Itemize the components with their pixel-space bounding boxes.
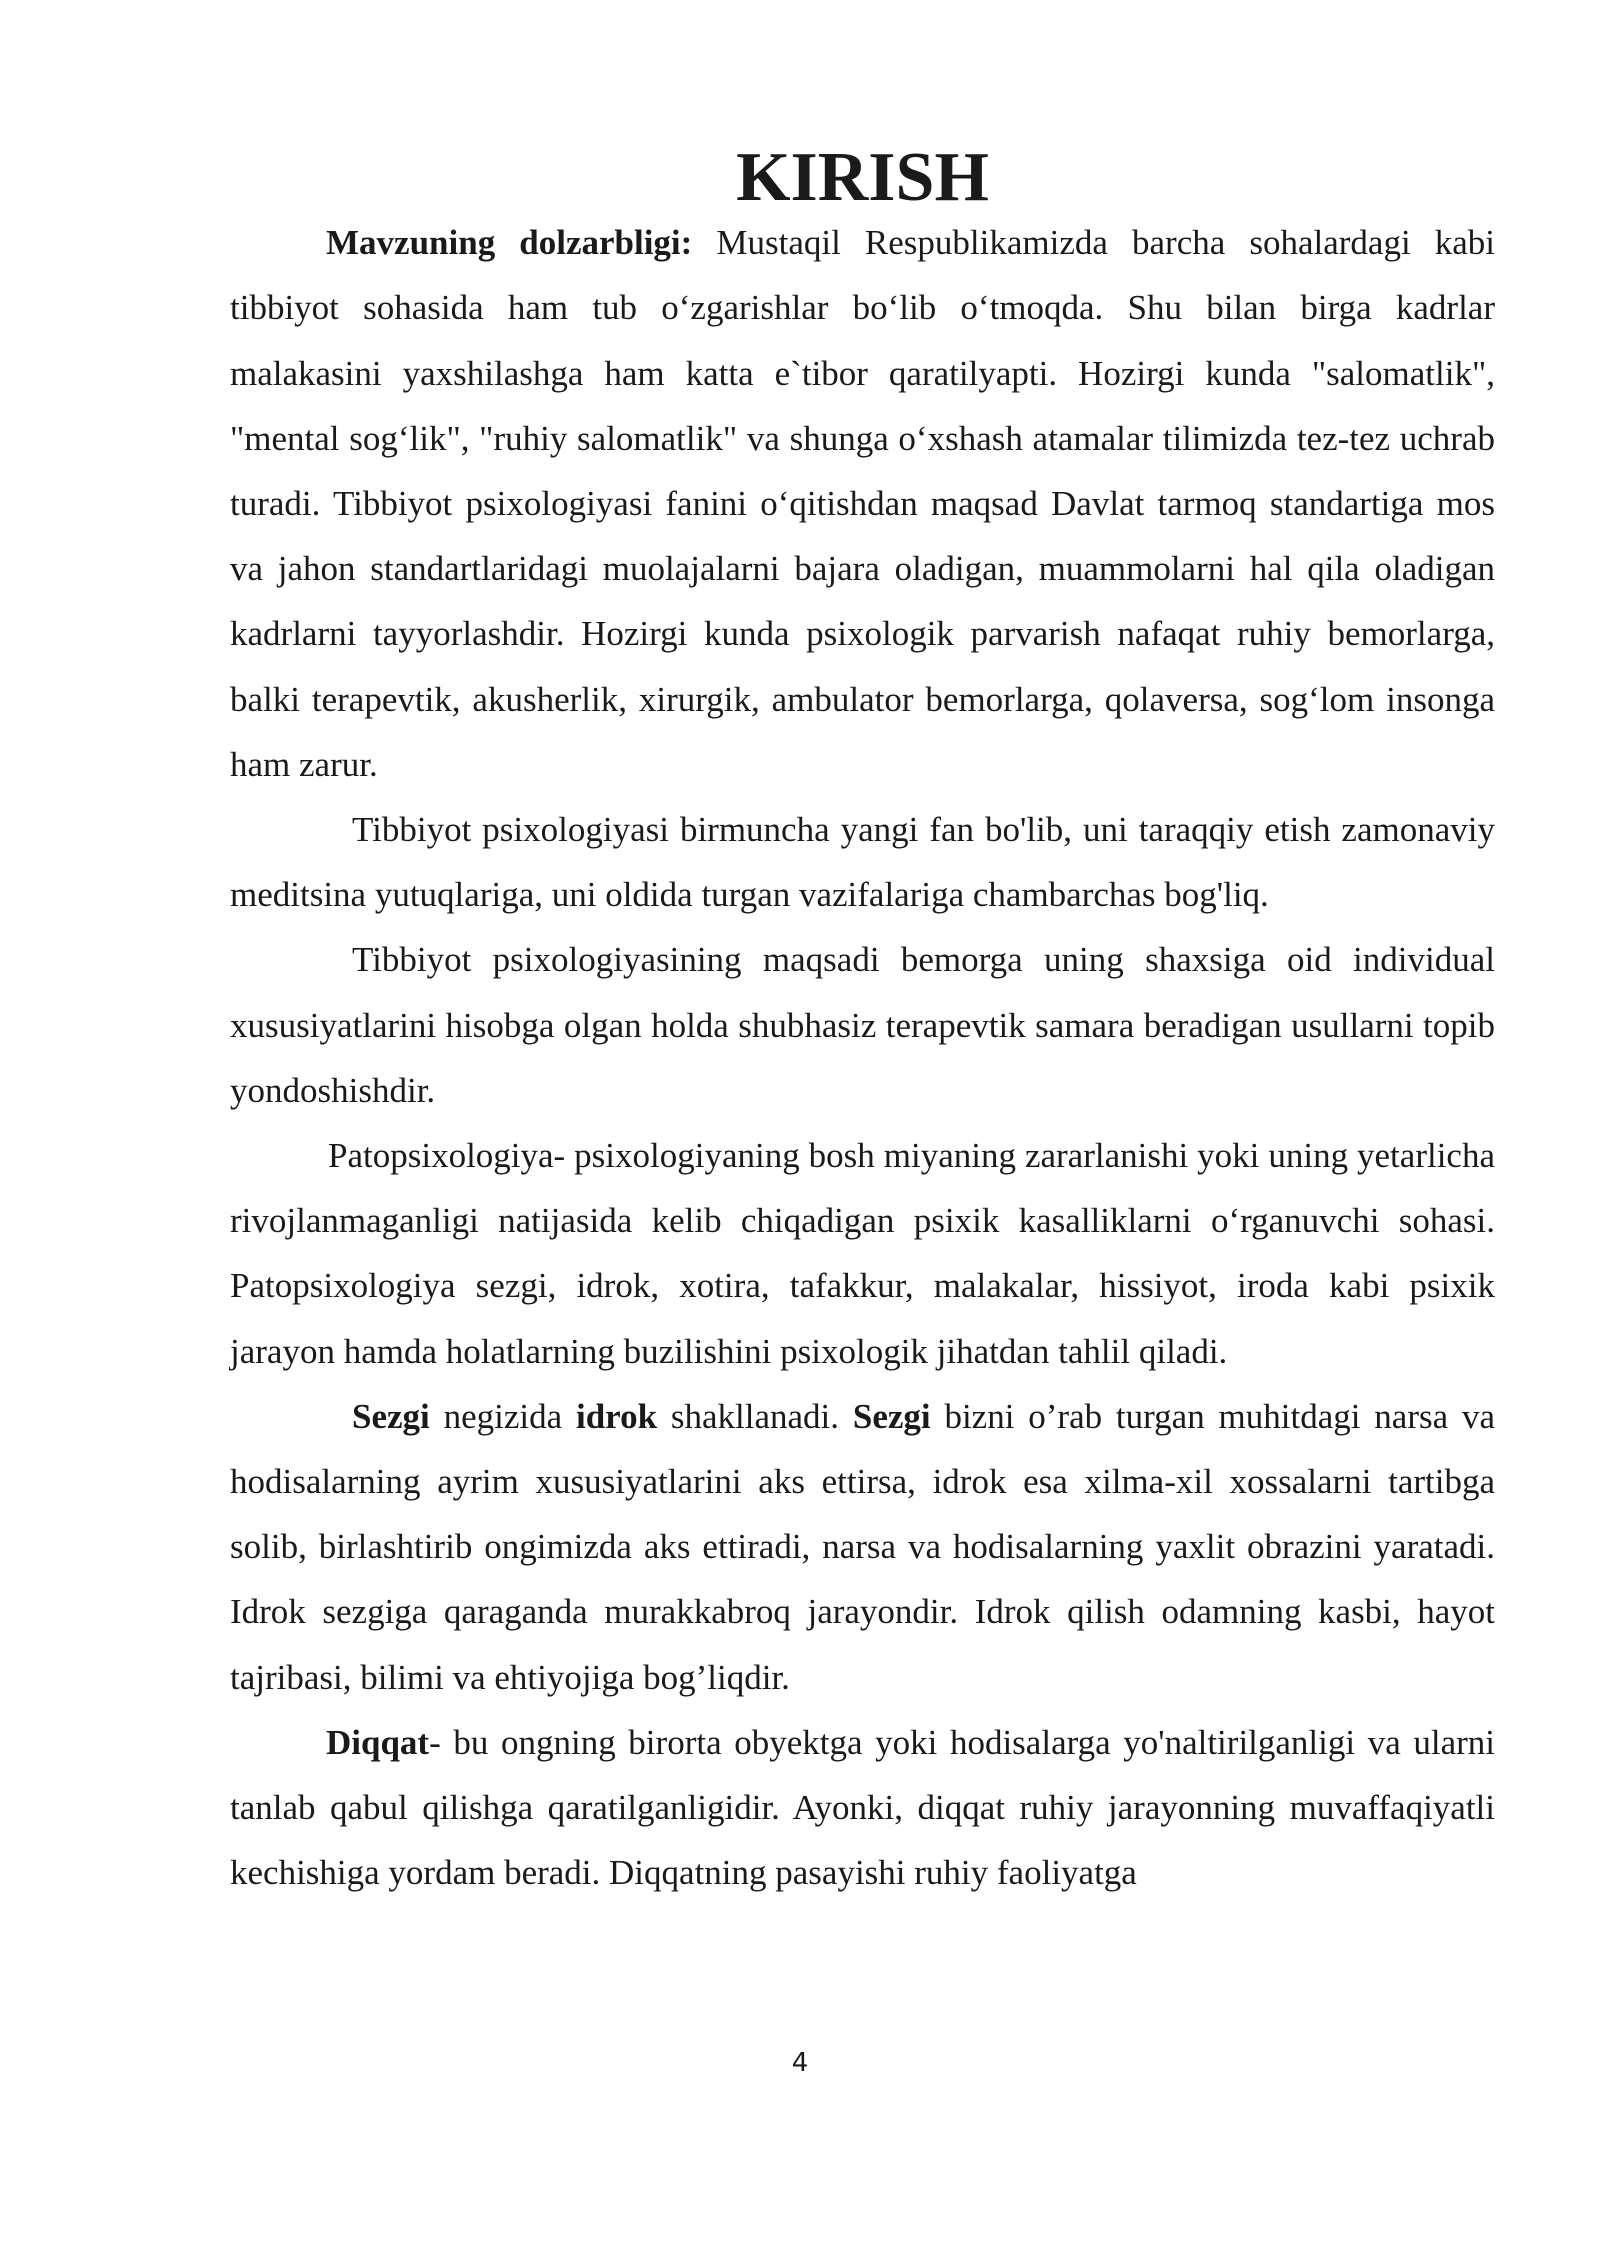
perception-text-2: shakllanadi. <box>657 1396 853 1436</box>
document-body <box>230 139 1496 1905</box>
paragraph-relevance <box>230 210 1495 797</box>
term-diqqat: Diqqat <box>326 1722 430 1762</box>
perception-text-3: bizni o’rab turgan muhitdagi narsa va hodisalarning ayrim xususiyatlarini aks ettirsa, idrok esa xilma-xil xossalarni tartibga solib, birlashtirib ongimizda aks ettiradi, narsa va hodisalarning yaxlit obrazini yaratadi. Idrok sezgiga qaraganda murakkabroq jarayondir. Idrok qilish odamning kasbi, hayot tajribasi, bilimi va ehtiyojiga bog’liqdir. <box>230 1396 1496 1697</box>
relevance-text: Mustaqil Respublikamizda barcha sohalardagi kabi tibbiyot sohasida ham tub o‘zgarishlar bo‘lib o‘tmoqda. Shu bilan birga kadrlar malakasini yaxshilashga ham katta e`tibor qaratilyapti. Hozirgi kunda "salomatlik", "mental sog‘lik", "ruhiy salomatlik" va shunga o‘xshash atamalar tilimizda tez-tez uchrab turadi. Tibbiyot psixologiyasi fanini o‘qitishdan maqsad Davlat tarmoq standartiga mos va jahon standartlaridagi muolajalarni bajara oladigan, muammolarni hal qila oladigan kadrlarni tayyorlashdir. Hozirgi kunda psixologik parvarish nafaqat ruhiy bemorlarga, balki terapevtik, akusherlik, xirurgik, ambulator bemorlarga, qolaversa, sog‘lom insonga ham zarur. <box>230 223 1496 784</box>
page-number: 4 <box>791 2048 809 2078</box>
paragraph-perception <box>230 1384 1495 1710</box>
relevance-lead: Mavzuning dolzarbligi: <box>326 223 693 263</box>
paragraph-attention <box>230 1710 1495 1906</box>
term-idrok: idrok <box>575 1396 658 1436</box>
term-sezgi: Sezgi <box>352 1396 430 1436</box>
section-heading: KIRISH <box>736 139 989 216</box>
perception-text-1: negizida <box>429 1396 576 1436</box>
attention-text: - bu ongning birorta obyektga yoki hodisalarga yo'naltirilganligi va ularni tanlab qabul qilishga qaratilganligidir. Ayonki, diqqat ruhiy jarayonning muvaffaqiyatli kechishiga yordam beradi. Diqqatning pasayishi ruhiy faoliyatga <box>230 1722 1495 1893</box>
term-sezgi-2: Sezgi <box>852 1396 931 1436</box>
paragraph-goal: Tibbiyot psixologiyasining maqsadi bemorga uning shaxsiga oid individual xususiyatlarini hisobga olgan holda shubhasiz terapevtik samara beradigan usullarni topib yondoshishdir. <box>230 940 1495 1110</box>
paragraph-medical-psychology: Tibbiyot psixologiyasi birmuncha yangi fan bo'lib, uni taraqqiy etish zamonaviy meditsina yutuqlariga, uni oldida turgan vazifalariga chambarchas bog'liq. <box>230 810 1495 915</box>
paragraph-pathopsychology: Patopsixologiya- psixologiyaning bosh miyaning zararlanishi yoki uning yetarlicha rivojlanmaganligi natijasida kelib chiqadigan psixik kasalliklarni o‘rganuvchi sohasi. Patopsixologiya sezgi, idrok, xotira, tafakkur, malakalar, hissiyot, iroda kabi psixik jarayon hamda holatlarning buzilishini psixologik jihatdan tahlil qiladi. <box>230 1136 1495 1371</box>
